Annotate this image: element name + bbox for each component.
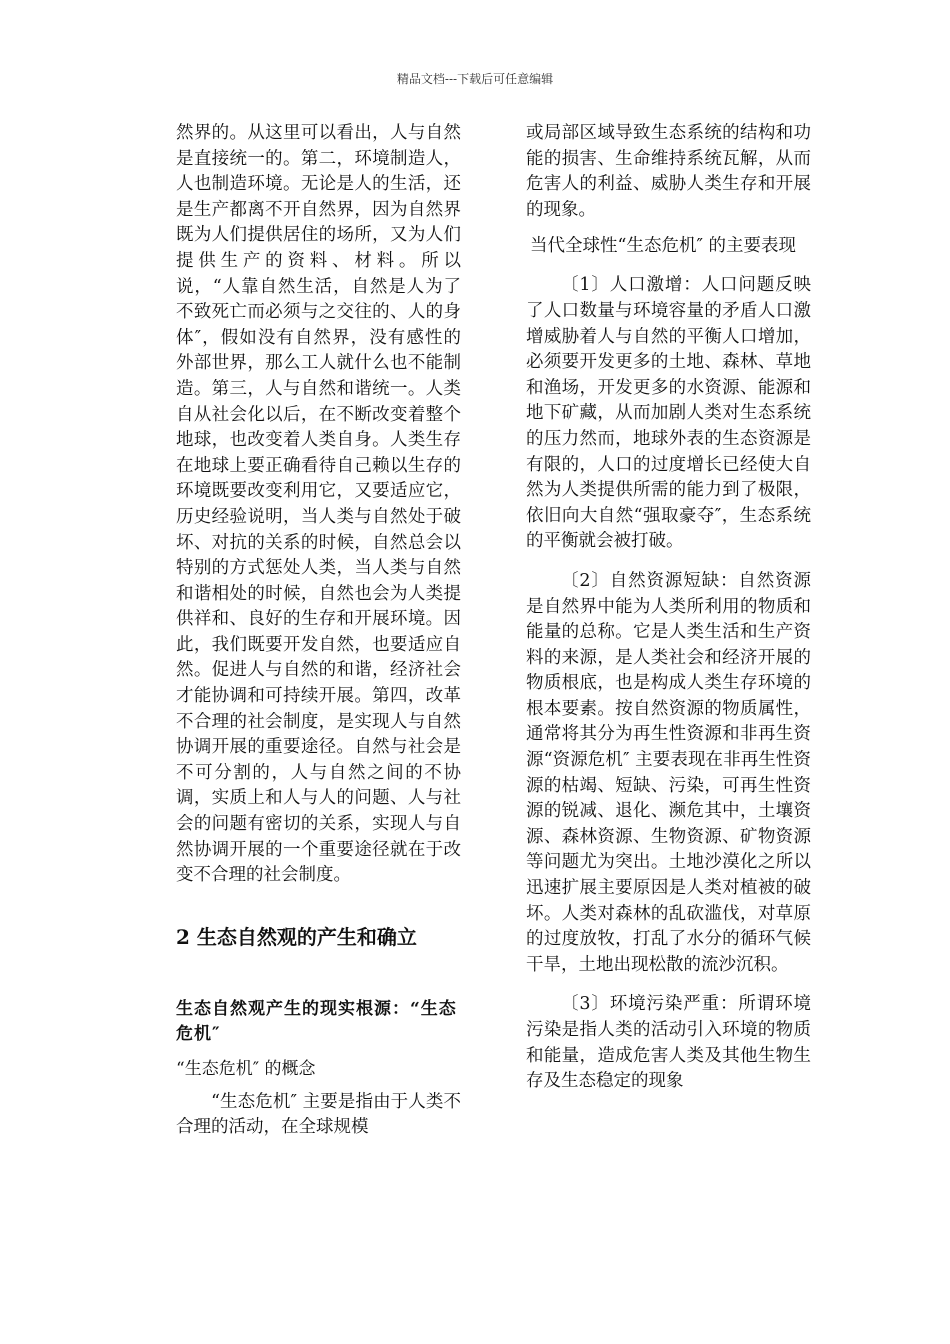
item-population: 〔1〕人口激增：人口问题反映了人口数量与环境容量的矛盾人口激增威胁着人与自然的平衡人口增加，必须要开发更多的土地、森林、草地和渔场，开发更多的水资源、能源和地下矿藏，从而加剧人类对生态系统的压力然而，地球外表的生态资源是有限的，人口的过度增长已经使大自然为人类提供所需的能力到了极限，依旧向大自然“强取豪夺″，生态系统的平衡就会被打破。 [526,275,811,552]
concept-heading: “生态危机″ 的概念 [176,1058,316,1079]
page-header: 精品文档---下载后可任意编辑 [396,72,554,86]
right-column [526,121,811,1095]
subsection-title: 生态自然观产生的现实根源：“生态危机″ [176,998,457,1044]
paragraph-gap [526,978,811,992]
concept-paragraph: “生态危机″ 主要是指由于人类不合理的活动，在全球规模 [176,1091,461,1138]
body-paragraph: 然界的。从这里可以看出，人与自然是直接统一的。第二，环境制造人，人也制造环境。无论是人的生活，还是生产都离不开自然界，因为自然界既为人们提供居住的场所，又为人们提供生产的资料、材料。所以说，“人靠自然生活，自然是人为了不致死亡而必须与之交往的、人的身体″，假如没有自然界，没有感性的外部世界，那么工人就什么也不能制造。第三，人与自然和谐统一。人类自从社会化以后，在不断改变着整个地球，也改变着人类自身。人类生存在地球上要正确看待自己赖以生存的环境既要改变利用它，又要适应它，历史经验说明，当人类与自然处于破坏、对抗的关系的时候，自然总会以特别的方式惩处人类，当人类与自然和谐相处的时候，自然也会为人类提供祥和、良好的生存和开展环境。因此，我们既要开发自然，也要适应自然。促进人与自然的和谐，经济社会才能协调和可持续开展。第四，改革不合理的社会制度，是实现人与自然协调开展的重要途径。自然与社会是不可分割的，人与自然之间的不协调，实质上和人与人的问题、人与社会的问题有密切的关系，实现人与自然协调开展的一个重要途径就在于改变不合理的社会制度。 [176,123,461,886]
paragraph-gap [526,555,811,569]
continued-paragraph: 或局部区域导致生态系统的结构和功能的损害、生命维持系统瓦解，从而危害人的利益、威胁人类生存和开展的现象。 [526,123,811,220]
manifestations-heading: 当代全球性“生态危机″ 的主要表现 [530,236,797,257]
item-resources: 〔2〕自然资源短缺：自然资源是自然界中能为人类所利用的物质和能量的总称。它是人类生活和生产资料的来源，是人类社会和经济开展的物质根底，也是构成人类生存环境的根本要素。按自然资源的物质属性，通常将其分为再生性资源和非再生资源“资源危机″ 主要表现在非再生性资源的枯竭、短缺、污染，可再生性资源的锐减、退化、濒危其中，土壤资源、森林资源、生物资源、矿物资源等问题尤为突出。土地沙漠化之所以迅速扩展主要原因是人类对植被的破坏。人类对森林的乱砍滥伐，对草原的过度放牧，打乱了水分的循环气候干旱，土地出现松散的流沙沉积。 [526,570,811,975]
left-column [176,121,461,1141]
section-title: 2 生态自然观的产生和确立 [176,924,417,949]
item-pollution: 〔3〕环境污染严重：所谓环境污染是指人类的活动引入环境的物质和能量，造成危害人类及其他生物生存及生态稳定的现象 [526,994,811,1092]
